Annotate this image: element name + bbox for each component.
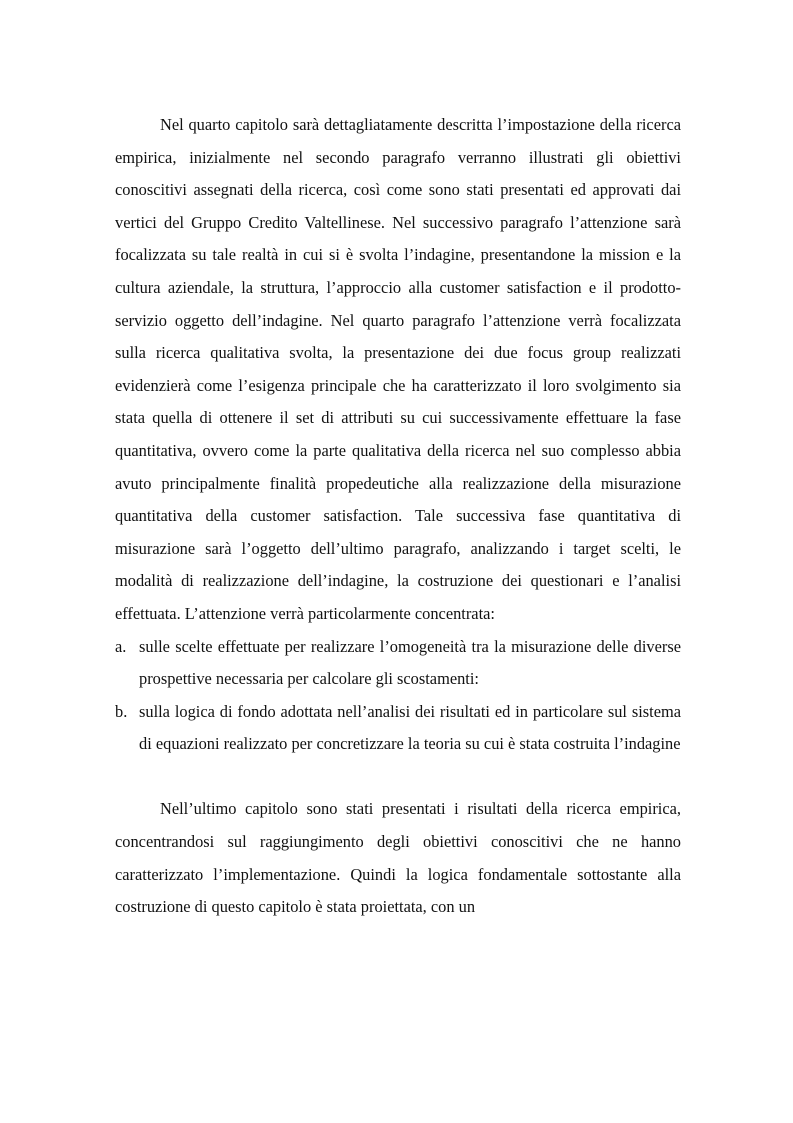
list-item: [115, 696, 681, 761]
list-item-text: sulla logica di fondo adottata nell’analisi dei risultati ed in particolare sul sistema di equazioni realizzato per concretizzare la teoria su cui è stata costruita l’indagine: [139, 701, 681, 754]
paragraph-last-chapter: Nell’ultimo capitolo sono stati presentati i risultati della ricerca empirica, concentrandosi sul raggiungimento degli obiettivi conoscitivi che ne hanno caratterizzato l’implementazione. Quindi la logica fondamentale sottostante alla costruzione di questo capitolo è stata proiettata, con un: [115, 799, 681, 917]
list-item-text: sulle scelte effettuate per realizzare l’omogeneità tra la misurazione delle diverse prospettive necessaria per calcolare gli scostamenti:: [139, 636, 681, 689]
focus-list: [115, 631, 681, 761]
paragraph-chapter-four: Nel quarto capitolo sarà dettagliatamente descritta l’impostazione della ricerca empirica, inizialmente nel secondo paragrafo verranno illustrati gli obiettivi conoscitivi assegnati della ricerca, così come sono stati presentati ed approvati dai vertici del Gruppo Credito Valtellinese. Nel successivo paragrafo l’attenzione sarà focalizzata su tale realtà in cui si è svolta l’indagine, presentandone la mission e la cultura aziendale, la struttura, l’approccio alla customer satisfaction e il prodotto-servizio oggetto dell’indagine. Nel quarto paragrafo l’attenzione verrà focalizzata sulla ricerca qualitativa svolta, la presentazione dei due focus group realizzati evidenzierà come l’esigenza principale che ha caratterizzato il loro svolgimento sia stata quella di ottenere il set di attributi su cui successivamente effettuare la fase quantitativa, ovvero come la parte qualitativa della ricerca nel suo complesso abbia avuto principalmente finalità propedeutiche alla realizzazione della misurazione quantitativa della customer satisfaction. Tale successiva fase quantitativa di misurazione sarà l’oggetto dell’ultimo paragrafo, analizzando i target scelti, le modalità di realizzazione dell’indagine, la costruzione dei questionari e l’analisi effettuata. L’attenzione verrà particolarmente concentrata:: [115, 115, 681, 623]
list-item: [115, 631, 681, 696]
list-marker: b.: [115, 701, 128, 721]
paragraph-spacer: [115, 761, 681, 794]
list-marker: a.: [115, 636, 127, 656]
document-page: [115, 109, 681, 924]
